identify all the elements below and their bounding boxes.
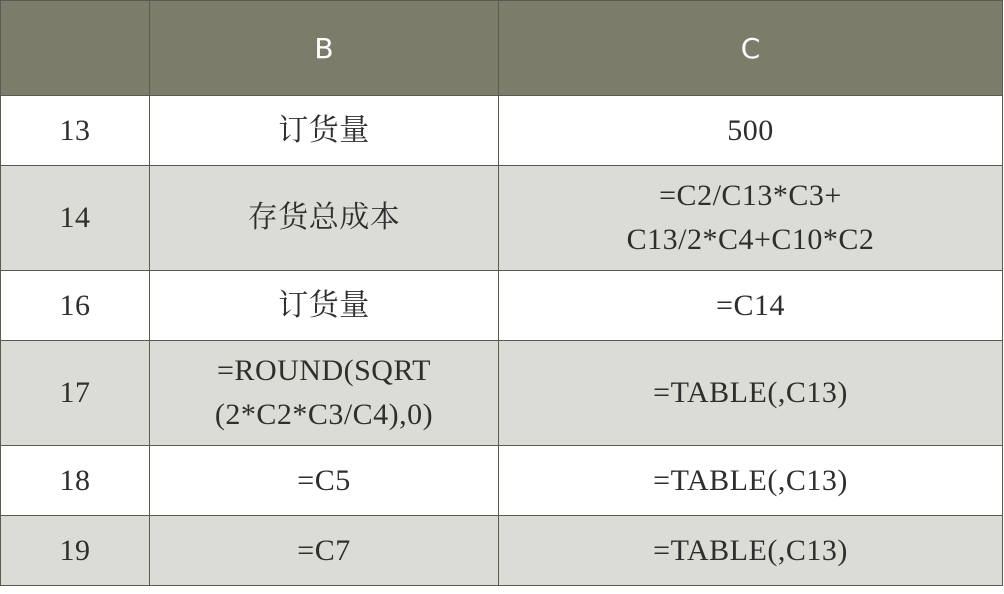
cell-c16[interactable]: =C14 bbox=[499, 271, 1003, 341]
corner-header-cell[interactable] bbox=[1, 1, 150, 96]
table-row bbox=[1, 166, 1003, 271]
table-row bbox=[1, 516, 1003, 586]
column-header-c[interactable]: C bbox=[499, 1, 1003, 96]
row-number-cell[interactable]: 18 bbox=[1, 446, 150, 516]
cell-b13[interactable]: 订货量 bbox=[150, 96, 499, 166]
cell-c13[interactable]: 500 bbox=[499, 96, 1003, 166]
cell-b19[interactable]: =C7 bbox=[150, 516, 499, 586]
cell-b16[interactable]: 订货量 bbox=[150, 271, 499, 341]
row-number-cell[interactable]: 19 bbox=[1, 516, 150, 586]
table-row bbox=[1, 446, 1003, 516]
table-row bbox=[1, 271, 1003, 341]
cell-b18[interactable]: =C5 bbox=[150, 446, 499, 516]
column-header-row bbox=[1, 1, 1003, 96]
row-number-cell[interactable]: 16 bbox=[1, 271, 150, 341]
table-row bbox=[1, 341, 1003, 446]
cell-c14[interactable]: =C2/C13*C3+ C13/2*C4+C10*C2 bbox=[499, 166, 1003, 271]
cell-c18[interactable]: =TABLE(,C13) bbox=[499, 446, 1003, 516]
cell-c19[interactable]: =TABLE(,C13) bbox=[499, 516, 1003, 586]
cell-b17[interactable]: =ROUND(SQRT (2*C2*C3/C4),0) bbox=[150, 341, 499, 446]
cell-b14[interactable]: 存货总成本 bbox=[150, 166, 499, 271]
row-number-cell[interactable]: 17 bbox=[1, 341, 150, 446]
row-number-cell[interactable]: 14 bbox=[1, 166, 150, 271]
table-row bbox=[1, 96, 1003, 166]
row-number-cell[interactable]: 13 bbox=[1, 96, 150, 166]
cell-c17[interactable]: =TABLE(,C13) bbox=[499, 341, 1003, 446]
column-header-b[interactable]: B bbox=[150, 1, 499, 96]
